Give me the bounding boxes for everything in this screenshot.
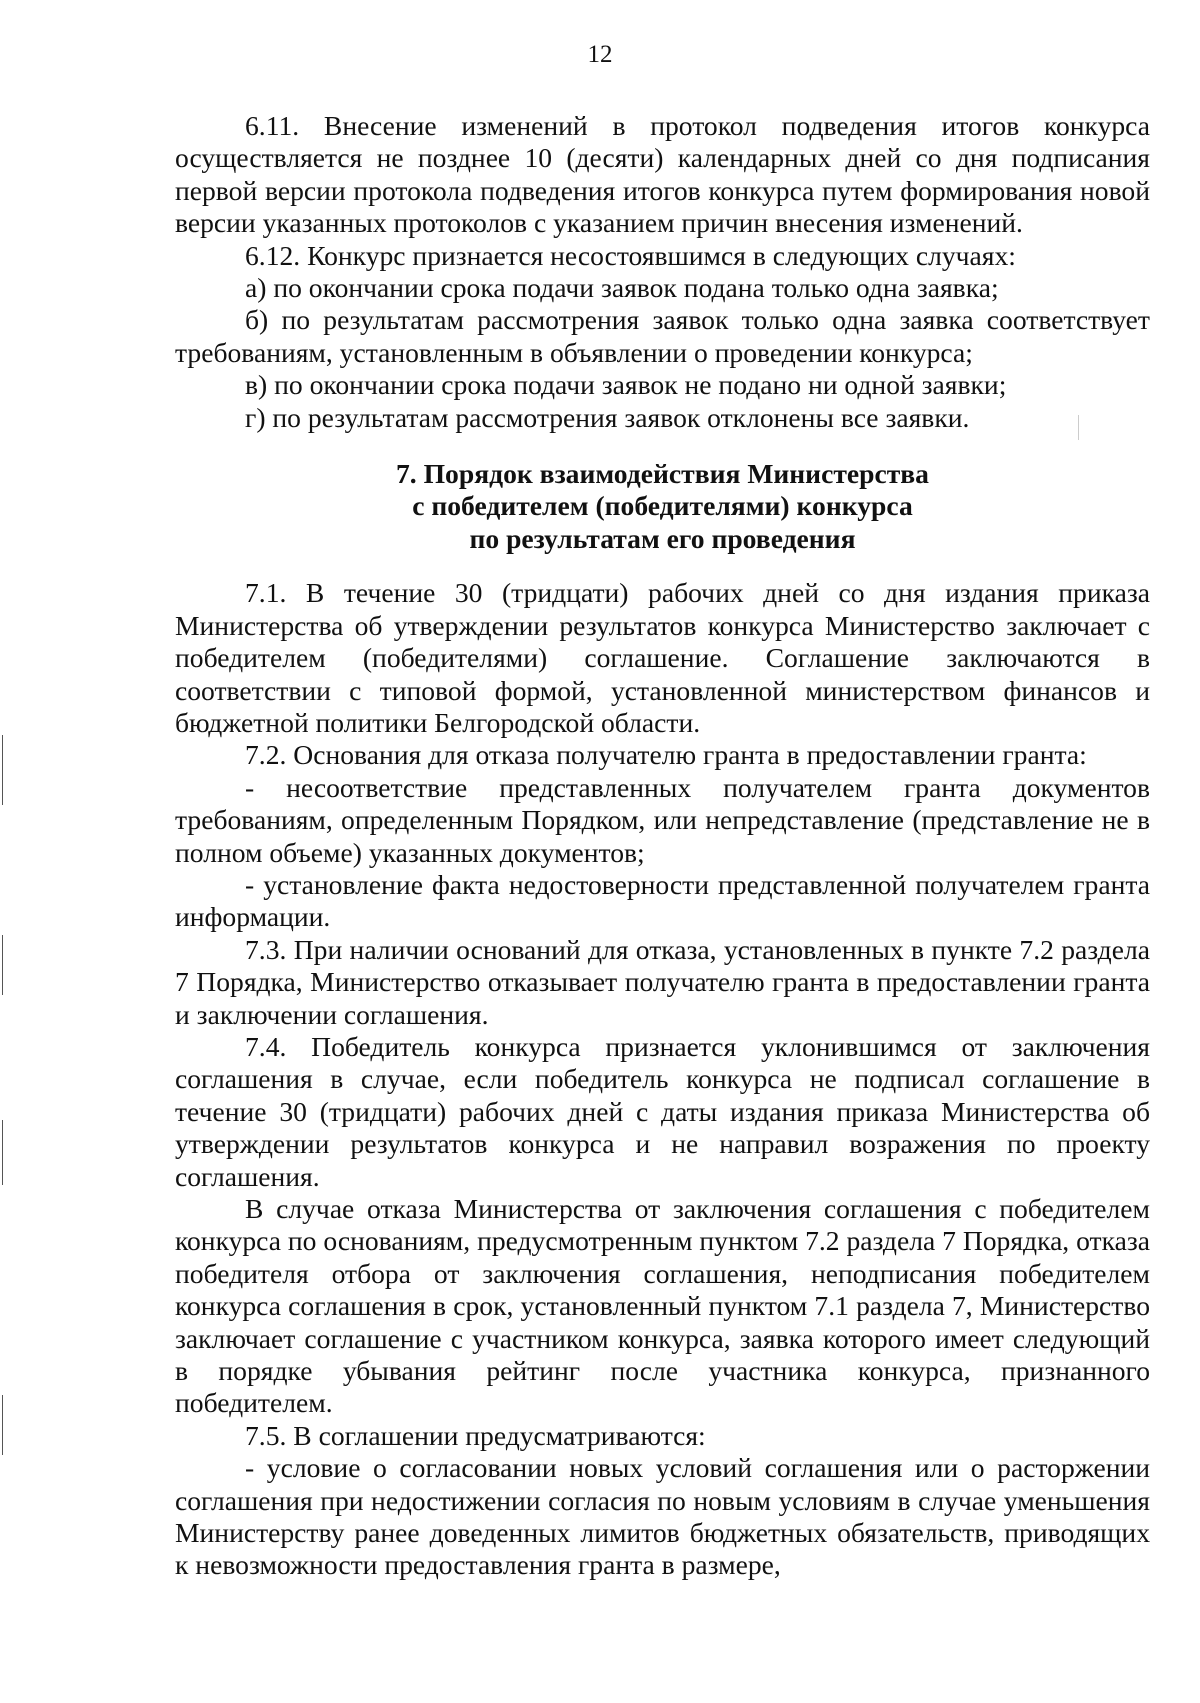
list-item-dash: - несоответствие представленных получателем гранта документов требованиям, определенным Порядком, или непредставление (представление не в полном объеме) указанных документов; [175,771,1150,868]
scan-margin-mark [2,935,3,995]
list-item-v: в) по окончании срока подачи заявок не подано ни одной заявки; [245,369,1007,401]
heading-line: 7. Порядок взаимодействия Министерства [396,458,929,490]
page-number: 12 [587,41,613,68]
paragraph-7-1: 7.1. В течение 30 (тридцати) рабочих дней со дня издания приказа Министерства об утверждении результатов конкурса Министерство заключает с победителем (победителями) соглашение. Соглашение заключаются в соответствии с типовой формой, установленной министерством финансов и бюджетной политики Белгородской области. [175,577,1150,738]
section-7-heading [175,458,1150,555]
scan-margin-mark [2,1120,3,1185]
heading-line: по результатам его проведения [469,522,856,554]
list-item-a: а) по окончании срока подачи заявок подана только одна заявка; [245,272,999,304]
list-item-g: г) по результатам рассмотрения заявок отклонены все заявки. [245,401,970,433]
paragraph-6-11: 6.11. Внесение изменений в протокол подведения итогов конкурса осуществляется не позднее 10 (десяти) календарных дней со дня подписания первой версии протокола подведения итогов конкурса путем формирования новой версии указанных протоколов с указанием причин внесения изменений. [175,110,1150,239]
paragraph-7-2: 7.2. Основания для отказа получателю гранта в предоставлении гранта: [245,739,1087,771]
document-body [175,110,1150,1582]
heading-line: с победителем (победителями) конкурса [412,490,913,522]
paragraph-7-3: 7.3. При наличии оснований для отказа, установленных в пункте 7.2 раздела 7 Порядка, Министерство отказывает получателю гранта в предоставлении гранта и заключении соглашения. [175,933,1150,1030]
scan-margin-mark [2,1395,3,1455]
paragraph-7-5: 7.5. В соглашении предусматриваются: [245,1419,706,1451]
paragraph-6-12: 6.12. Конкурс признается несостоявшимся в следующих случаях: [245,239,1016,271]
paragraph-7-4: 7.4. Победитель конкурса признается уклонившимся от заключения соглашения в случае, если победитель конкурса не подписал соглашение в течение 30 (тридцати) рабочих дней с даты издания приказа Министерства об утверждении результатов конкурса и не направил возражения по проекту соглашения. [175,1030,1150,1192]
scan-margin-mark [2,735,3,805]
paragraph-refusal: В случае отказа Министерства от заключения соглашения с победителем конкурса по основаниям, предусмотренным пунктом 7.2 раздела 7 Порядка, отказа победителя отбора от заключения соглашения, неподписания победителем конкурса соглашения в срок, установленный пунктом 7.1 раздела 7, Министерство заключает соглашение с участником конкурса, заявка которого имеет следующий в порядке убывания рейтинг после участника конкурса, признанного победителем. [175,1193,1150,1419]
list-item-dash: - установление факта недостоверности представленной получателем гранта информации. [175,868,1150,933]
list-item-dash: - условие о согласовании новых условий соглашения или о расторжении соглашения при недостижении согласия по новым условиям в случае уменьшения Министерству ранее доведенных лимитов бюджетных обязательств, приводящих к невозможности предоставления гранта в размере, [175,1452,1150,1581]
list-item-b: б) по результатам рассмотрения заявок только одна заявка соответствует требованиям, установленным в объявлении о проведении конкурса; [175,304,1150,368]
